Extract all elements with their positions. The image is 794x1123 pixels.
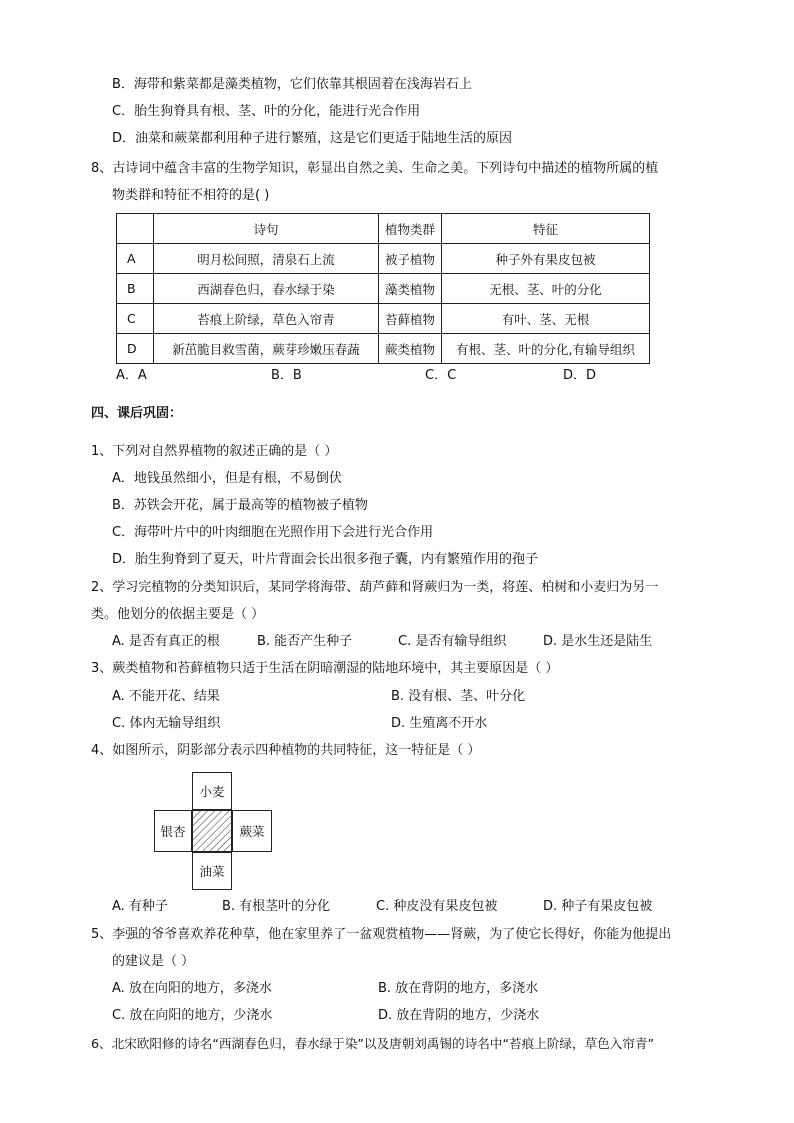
- table-cell: 有叶、茎、无根: [442, 304, 650, 334]
- table-header-cell: 诗句: [154, 214, 379, 244]
- q2-option-a: A. 是否有真正的根: [112, 634, 220, 649]
- shaded-overlap: [192, 810, 232, 852]
- q7-option-d: D．油菜和蕨菜都利用种子进行繁殖，这是它们更适于陆地生活的原因: [112, 131, 513, 146]
- table-cell: 西湖春色归，春水绿于染: [154, 274, 379, 304]
- table-cell: C: [117, 304, 154, 334]
- q3-option-a: A. 不能开花、结果: [112, 689, 220, 704]
- table-row: [117, 274, 650, 304]
- q1-option-b: B．苏铁会开花，属于最高等的植物被子植物: [112, 498, 368, 513]
- q3-stem: 3、蕨类植物和苔藓植物只适于生活在阴暗潮湿的陆地环境中，其主要原因是（ ）: [91, 661, 559, 676]
- table-header-cell: 植物类群: [379, 214, 442, 244]
- q1-option-d: D．胎生狗脊到了夏天，叶片背面会长出很多孢子囊，内有繁殖作用的孢子: [112, 552, 539, 567]
- table-cell: 苔痕上阶绿，草色入帘青: [154, 304, 379, 334]
- table-row: [117, 244, 650, 274]
- q5-stem-line2: 的建议是（ ）: [112, 954, 195, 969]
- q8-stem-line2: 物类群和特征不相符的是( ): [112, 188, 270, 203]
- q5-option-c: C. 放在向阳的地方，少浇水: [112, 1008, 273, 1023]
- q5-stem-line1: 5、李强的爷爷喜欢养花种草，他在家里养了一盆观赏植物——肾蕨，为了使它长得好，你能为他提出: [91, 927, 672, 942]
- table-cell: D: [117, 334, 154, 364]
- q6-stem: 6、北宋欧阳修的诗名“西湖春色归，春水绿于染”以及唐朝刘禹锡的诗名中“苔痕上阶绿，草色入帘青”: [91, 1036, 655, 1051]
- table-cell: 种子外有果皮包被: [442, 244, 650, 274]
- q7-option-c: C．胎生狗脊具有根、茎、叶的分化，能进行光合作用: [112, 104, 421, 119]
- q8-stem-line1: 8、古诗词中蕴含丰富的生物学知识，彰显出自然之美、生命之美。下列诗句中描述的植物所属的植: [91, 161, 659, 176]
- q1-option-c: C．海带叶片中的叶肉细胞在光照作用下会进行光合作用: [112, 525, 434, 540]
- q4-option-b: B. 有根茎叶的分化: [222, 899, 331, 914]
- q2-stem-line2: 类。他划分的依据主要是（ ）: [91, 607, 265, 622]
- table-cell: B: [117, 274, 154, 304]
- q7-option-b: B．海带和紫菜都是藻类植物，它们依靠其根固着在浅海岩石上: [112, 77, 472, 92]
- table-cell: 藻类植物: [379, 274, 442, 304]
- q4-option-a: A. 有种子: [112, 899, 168, 914]
- diagram-box-right: 蕨菜: [232, 810, 272, 852]
- q2-option-b: B. 能否产生种子: [257, 634, 353, 649]
- q4-stem: 4、如图所示，阴影部分表示四种植物的共同特征，这一特征是（ ）: [91, 743, 481, 758]
- table-cell: 苔藓植物: [379, 304, 442, 334]
- table-cell: 新茁脆目救雪菌，蕨芽珍嫩压春蔬: [154, 334, 379, 364]
- q1-stem: 1、下列对自然界植物的叙述正确的是（ ）: [91, 444, 338, 459]
- q5-option-d: D. 放在背阴的地方，少浇水: [378, 1008, 540, 1023]
- q3-option-c: C. 体内无输导组织: [112, 716, 221, 731]
- q2-stem-line1: 2、学习完植物的分类知识后，某同学将海带、葫芦藓和肾蕨归为一类，将莲、柏树和小麦归为另一: [91, 580, 659, 595]
- table-row: [117, 334, 650, 364]
- diagram-box-left: 银杏: [154, 810, 192, 852]
- table-header-row: [117, 214, 650, 244]
- table-cell: 无根、茎、叶的分化: [442, 274, 650, 304]
- q8-option-d: D．D: [563, 368, 597, 383]
- table-cell: 被子植物: [379, 244, 442, 274]
- table-header-cell: [117, 214, 154, 244]
- table-cell: 有根、茎、叶的分化,有输导组织: [442, 334, 650, 364]
- q5-option-b: B. 放在背阴的地方，多浇水: [378, 981, 539, 996]
- diagram-box-bottom: 油菜: [192, 852, 232, 890]
- section-title: 四、课后巩固：: [91, 406, 183, 421]
- diagram-box-top: 小麦: [192, 772, 232, 810]
- q8-table: [116, 213, 650, 364]
- q4-option-d: D. 种子有果皮包被: [543, 899, 653, 914]
- q2-option-d: D. 是水生还是陆生: [543, 634, 653, 649]
- table-header-cell: 特征: [442, 214, 650, 244]
- q5-option-a: A. 放在向阳的地方，多浇水: [112, 981, 272, 996]
- q2-option-c: C. 是否有输导组织: [398, 634, 507, 649]
- table-cell: A: [117, 244, 154, 274]
- q3-option-d: D. 生殖离不开水: [391, 716, 488, 731]
- q8-option-b: B．B: [271, 368, 302, 383]
- q1-option-a: A．地钱虽然细小，但是有根，不易倒伏: [112, 471, 342, 486]
- q3-option-b: B. 没有根、茎、叶分化: [391, 689, 526, 704]
- q4-option-c: C. 种皮没有果皮包被: [376, 899, 498, 914]
- table-cell: 蕨类植物: [379, 334, 442, 364]
- q8-option-c: C．C: [425, 368, 457, 383]
- table-row: [117, 304, 650, 334]
- table-cell: 明月松间照，清泉石上流: [154, 244, 379, 274]
- venn-cross-diagram: [154, 772, 272, 890]
- q8-option-a: A．A: [116, 368, 147, 383]
